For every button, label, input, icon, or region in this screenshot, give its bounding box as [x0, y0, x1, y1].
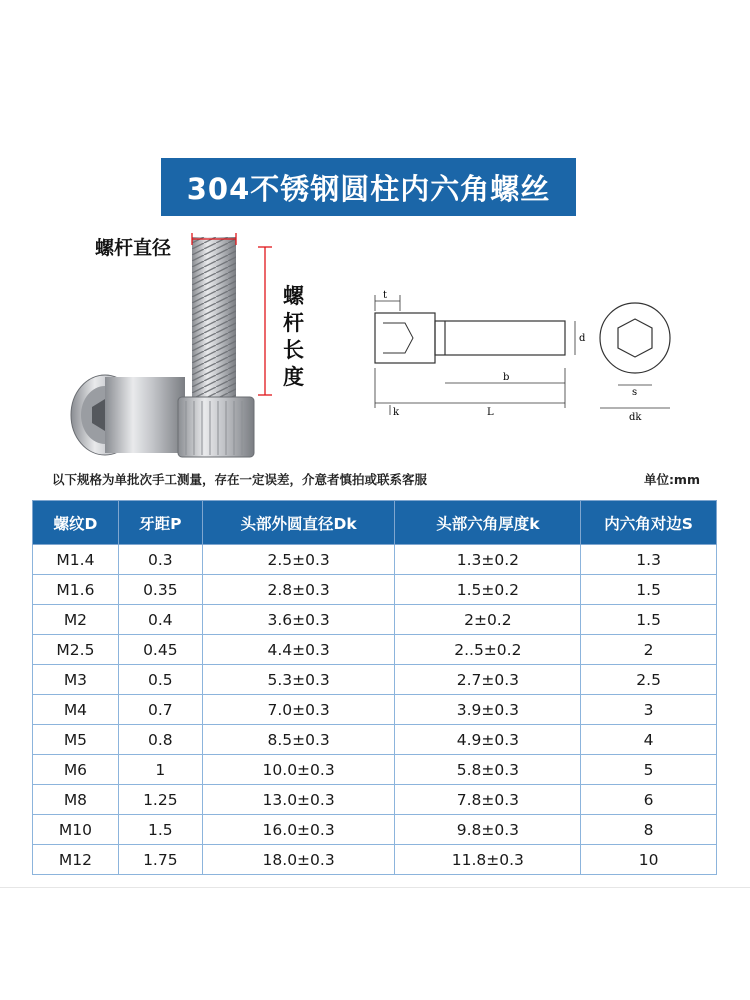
- header-hex-size: 内六角对边S: [581, 501, 717, 545]
- header-thread: 螺纹D: [33, 501, 119, 545]
- header-pitch: 牙距P: [118, 501, 202, 545]
- table-cell: 1.5±0.2: [395, 575, 581, 605]
- table-cell: 4.4±0.3: [202, 635, 395, 665]
- table-cell: 8: [581, 815, 717, 845]
- dim-t: t: [383, 290, 388, 301]
- table-cell: 4.9±0.3: [395, 725, 581, 755]
- table-row: [33, 815, 717, 845]
- table-cell: M1.6: [33, 575, 119, 605]
- table-cell: 7.0±0.3: [202, 695, 395, 725]
- table-row: [33, 785, 717, 815]
- table-cell: M3: [33, 665, 119, 695]
- table-cell: M6: [33, 755, 119, 785]
- table-cell: M5: [33, 725, 119, 755]
- table-cell: M8: [33, 785, 119, 815]
- table-row: [33, 665, 717, 695]
- table-cell: 8.5±0.3: [202, 725, 395, 755]
- measurement-note: 以下规格为单批次手工测量，存在一定误差，介意者慎拍或联系客服: [52, 472, 428, 487]
- table-cell: 5: [581, 755, 717, 785]
- table-cell: 1.5: [581, 575, 717, 605]
- table-cell: 18.0±0.3: [202, 845, 395, 875]
- table-cell: 0.35: [118, 575, 202, 605]
- table-row: [33, 545, 717, 575]
- table-cell: 1.75: [118, 845, 202, 875]
- dim-k: k: [393, 407, 400, 418]
- table-cell: 1.5: [581, 605, 717, 635]
- shank-length-label: 螺 杆 长 度: [283, 284, 304, 389]
- table-row: [33, 755, 717, 785]
- table-cell: 2..5±0.2: [395, 635, 581, 665]
- table-cell: 10.0±0.3: [202, 755, 395, 785]
- table-row: [33, 695, 717, 725]
- table-cell: 4: [581, 725, 717, 755]
- table-cell: 5.8±0.3: [395, 755, 581, 785]
- table-cell: 1: [118, 755, 202, 785]
- dim-L: L: [487, 407, 494, 418]
- table-cell: 0.8: [118, 725, 202, 755]
- table-cell: 10: [581, 845, 717, 875]
- table-row: [33, 845, 717, 875]
- header-head-diameter: 头部外圆直径Dk: [202, 501, 395, 545]
- table-cell: M4: [33, 695, 119, 725]
- table-cell: M12: [33, 845, 119, 875]
- dim-dk: dk: [629, 412, 642, 423]
- table-cell: 9.8±0.3: [395, 815, 581, 845]
- page-title: 304不锈钢圆柱内六角螺丝: [161, 158, 576, 216]
- table-row: [33, 635, 717, 665]
- table-row: [33, 725, 717, 755]
- table-cell: 0.4: [118, 605, 202, 635]
- table-cell: 11.8±0.3: [395, 845, 581, 875]
- table-cell: 1.3: [581, 545, 717, 575]
- shank-diameter-label: 螺杆直径: [95, 237, 172, 259]
- table-cell: 0.45: [118, 635, 202, 665]
- divider: [0, 887, 750, 888]
- table-cell: 3: [581, 695, 717, 725]
- table-cell: 3.6±0.3: [202, 605, 395, 635]
- table-cell: 16.0±0.3: [202, 815, 395, 845]
- table-cell: M2: [33, 605, 119, 635]
- header-head-thickness: 头部六角厚度k: [395, 501, 581, 545]
- table-cell: 1.5: [118, 815, 202, 845]
- technical-drawing: [355, 283, 695, 423]
- dim-b: b: [503, 372, 510, 383]
- table-cell: 1.3±0.2: [395, 545, 581, 575]
- table-cell: M1.4: [33, 545, 119, 575]
- table-row: [33, 605, 717, 635]
- table-cell: 0.5: [118, 665, 202, 695]
- table-cell: 13.0±0.3: [202, 785, 395, 815]
- table-cell: 0.3: [118, 545, 202, 575]
- dim-s: s: [632, 387, 638, 398]
- table-cell: 7.8±0.3: [395, 785, 581, 815]
- table-cell: 2.5±0.3: [202, 545, 395, 575]
- table-cell: 3.9±0.3: [395, 695, 581, 725]
- table-cell: 6: [581, 785, 717, 815]
- table-row: [33, 575, 717, 605]
- table-cell: 2: [581, 635, 717, 665]
- table-cell: M10: [33, 815, 119, 845]
- table-cell: 2.5: [581, 665, 717, 695]
- dim-d: d: [579, 333, 586, 344]
- table-cell: 2±0.2: [395, 605, 581, 635]
- table-header-row: [33, 501, 717, 545]
- table-cell: 0.7: [118, 695, 202, 725]
- spec-table: [32, 500, 717, 875]
- table-cell: M2.5: [33, 635, 119, 665]
- table-cell: 1.25: [118, 785, 202, 815]
- table-cell: 2.7±0.3: [395, 665, 581, 695]
- table-cell: 2.8±0.3: [202, 575, 395, 605]
- unit-label: 单位:mm: [643, 472, 700, 487]
- table-cell: 5.3±0.3: [202, 665, 395, 695]
